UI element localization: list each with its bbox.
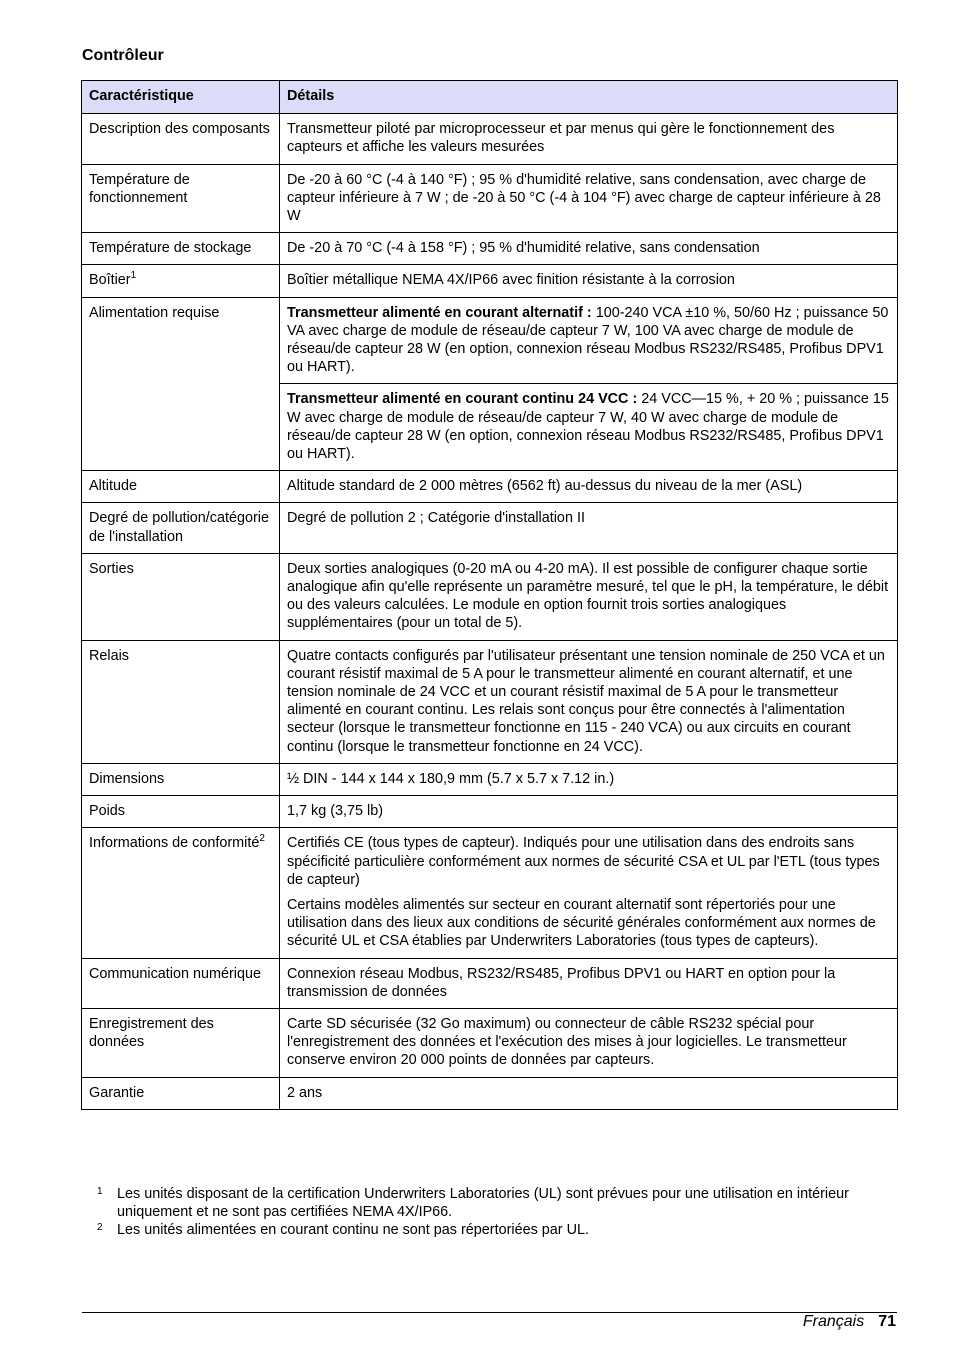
details-text: Connexion réseau Modbus, RS232/RS485, Profibus DPV1 ou HART en option pour la transmission de données (287, 965, 836, 1000)
details-text: Boîtier métallique NEMA 4X/IP66 avec finition résistante à la corrosion (287, 272, 735, 289)
table-row (82, 297, 898, 384)
characteristic-label: Température de stockage (89, 240, 252, 257)
table-row (82, 1008, 898, 1077)
footnote-ref: 1 (130, 270, 137, 282)
details-paragraph (287, 120, 890, 156)
characteristic-cell (82, 164, 280, 233)
characteristic-label: Altitude (89, 478, 137, 495)
table-row (82, 164, 898, 233)
characteristic-cell (82, 796, 280, 828)
table-body (82, 114, 898, 1110)
details-paragraph (287, 171, 890, 226)
column-header-characteristic: Caractéristique (82, 81, 280, 114)
details-cell (280, 503, 898, 553)
details-cell (280, 1077, 898, 1109)
details-text: Altitude standard de 2 000 mètres (6562 ft) au-dessus du niveau de la mer (ASL) (287, 478, 803, 495)
details-cell (280, 114, 898, 164)
details-cell (280, 164, 898, 233)
footnote (97, 1221, 887, 1239)
details-bold-label: Transmetteur alimenté en courant alternatif : (287, 304, 592, 321)
characteristic-label: Informations de conformité (89, 835, 260, 852)
details-paragraph (287, 1015, 890, 1070)
details-bold-label: Transmetteur alimenté en courant continu 24 VCC : (287, 391, 638, 408)
details-cell (280, 297, 898, 384)
characteristic-label: Relais (89, 647, 129, 664)
specifications-table (81, 80, 898, 1110)
details-text: De -20 à 70 °C (-4 à 158 °F) ; 95 % d'humidité relative, sans condensation (287, 240, 760, 257)
details-paragraph (287, 1084, 890, 1102)
table-row (82, 114, 898, 164)
details-text: Carte SD sécurisée (32 Go maximum) ou connecteur de câble RS232 spécial pour l'enregistrement des données et l'exécution des mises à jour logicielles. Le transmetteur conserve environ 20 000 points de données par capteurs. (287, 1015, 847, 1069)
table-row (82, 640, 898, 763)
details-cell (280, 640, 898, 763)
details-text: Deux sorties analogiques (0-20 mA ou 4-20 mA). Il est possible de configurer chaque sortie analogique afin qu'elle représente un paramètre mesuré, tel que le pH, la température, le débit ou des valeurs calculées. Le module en option fournit trois sorties analogiques supplémentaires (pour un total de 5). (287, 560, 889, 632)
characteristic-label: Sorties (89, 560, 134, 577)
details-paragraph (287, 560, 890, 633)
table-row (82, 553, 898, 640)
table-row (82, 503, 898, 553)
table-header (82, 81, 898, 114)
details-cell (280, 233, 898, 265)
characteristic-cell (82, 1008, 280, 1077)
characteristic-cell (82, 114, 280, 164)
footnote-text: Les unités alimentées en courant continu ne sont pas répertoriées par UL. (117, 1222, 589, 1239)
details-cell (280, 828, 898, 958)
details-text: Degré de pollution 2 ; Catégorie d'installation II (287, 510, 585, 527)
details-cell (280, 958, 898, 1008)
section-title: Contrôleur (82, 47, 164, 64)
details-cell (280, 1008, 898, 1077)
characteristic-cell (82, 233, 280, 265)
table-row (82, 828, 898, 958)
details-text: Certifiés CE (tous types de capteur). Indiqués pour une utilisation dans des endroits sans spécificité particulière conformément aux normes de sécurité CSA et UL par l'ETL (tous types de capteur) (287, 835, 880, 888)
details-paragraph (287, 770, 890, 788)
footnote (97, 1185, 887, 1221)
details-text: De -20 à 60 °C (-4 à 140 °F) ; 95 % d'humidité relative, sans condensation, avec charge de capteur inférieure à 7 W ; de -20 à 50 °C (-4 à 104 °F) avec charge de capteur inférieure à 28 W (287, 171, 881, 225)
footnote-number: 2 (97, 1222, 103, 1234)
table-row (82, 796, 898, 828)
characteristic-cell (82, 553, 280, 640)
characteristic-label: Description des composants (89, 121, 270, 138)
characteristic-cell (82, 503, 280, 553)
details-paragraph (287, 802, 890, 820)
characteristic-cell (82, 471, 280, 503)
details-cell (280, 384, 898, 471)
characteristic-cell (82, 640, 280, 763)
characteristic-label: Poids (89, 803, 125, 820)
page-number: 71 (878, 1313, 896, 1330)
details-paragraph (287, 239, 890, 257)
table-row (82, 233, 898, 265)
table-row (82, 763, 898, 795)
table-row (82, 265, 898, 297)
characteristic-cell (82, 958, 280, 1008)
details-cell (280, 471, 898, 503)
table-row (82, 471, 898, 503)
footer-divider (82, 1312, 897, 1313)
column-header-details: Détails (280, 81, 898, 114)
table-row (82, 958, 898, 1008)
footnote-ref: 2 (259, 833, 265, 845)
details-text: Quatre contacts configurés par l'utilisateur présentant une tension nominale de 250 VCA et un courant résistif maximal de 5 A pour le transmetteur alimenté en courant alternatif, et une tension nominale de 24 VCC et un courant résistif maximal de 5 A pour le transmetteur alimenté en courant continu. Les relais sont conçus pour être connectés à l'alimentation secteur (lorsque le transmetteur fonctionne en 115 - 240 VCA) ou aux circuits en courant continu (lorsque le transmetteur fonctionne en 24 VCC). (287, 647, 885, 755)
characteristic-cell (82, 1077, 280, 1109)
table-row (82, 1077, 898, 1109)
characteristic-label: Enregistrement des données (89, 1015, 214, 1051)
footnotes (97, 1185, 887, 1240)
characteristic-cell (82, 763, 280, 795)
details-paragraph (287, 896, 890, 951)
details-text: Certains modèles alimentés sur secteur en courant alternatif sont répertoriés pour une utilisation dans des lieux aux conditions de sécurité générales conformément aux normes de sécurité UL et CSA établies par Underwriters Laboratories (tous types de capteurs). (287, 896, 876, 950)
details-text: 1,7 kg (3,75 lb) (287, 803, 383, 820)
details-paragraph (287, 509, 890, 527)
characteristic-label: Communication numérique (89, 965, 261, 982)
details-text: 100-240 VCA ±10 %, 50/60 Hz ; puissance 50 VA avec charge de module de réseau/de capteur 7 W, 100 VA avec charge de module de réseau/de capteur 28 W (en option, connexion réseau Modbus RS232/RS485, Profibus DPV1 ou HART). (287, 304, 889, 376)
details-paragraph (287, 271, 890, 289)
details-cell (280, 763, 898, 795)
details-cell (280, 553, 898, 640)
details-paragraph (287, 834, 890, 889)
details-paragraph (287, 965, 890, 1001)
details-text: 24 VCC—15 %, + 20 % ; puissance 15 W avec charge de module de réseau/de capteur 7 W, 40 W avec charge de module de réseau/de capteur 28 W (en option, connexion réseau Modbus RS232/RS485, Profibus DPV1 ou HART). (287, 391, 889, 463)
details-text: Transmetteur piloté par microprocesseur et par menus qui gère le fonctionnement des capteurs et affiche les valeurs mesurées (287, 121, 835, 156)
table-header-row (82, 81, 898, 114)
characteristic-label: Degré de pollution/catégorie de l'installation (89, 510, 270, 545)
characteristic-label: Dimensions (89, 770, 165, 787)
characteristic-cell (82, 297, 280, 471)
details-paragraph (287, 647, 890, 756)
footnote-text: Les unités disposant de la certification Underwriters Laboratories (UL) sont prévues pour une utilisation en intérieur uniquement et ne sont pas certifiées NEMA 4X/IP66. (117, 1186, 849, 1221)
details-text: ½ DIN - 144 x 144 x 180,9 mm (5.7 x 5.7 x 7.12 in.) (287, 770, 615, 787)
footer-language: Français (802, 1313, 865, 1330)
details-cell (280, 796, 898, 828)
page-footer (803, 1312, 896, 1332)
details-cell (280, 265, 898, 297)
characteristic-cell (82, 265, 280, 297)
details-paragraph (287, 477, 890, 495)
characteristic-cell (82, 828, 280, 958)
characteristic-label: Boîtier (89, 272, 131, 289)
characteristic-label: Alimentation requise (89, 304, 220, 321)
details-text: 2 ans (287, 1084, 323, 1101)
characteristic-label: Garantie (89, 1084, 145, 1101)
footnote-number: 1 (97, 1186, 103, 1197)
characteristic-label: Température de fonctionnement (89, 171, 190, 206)
